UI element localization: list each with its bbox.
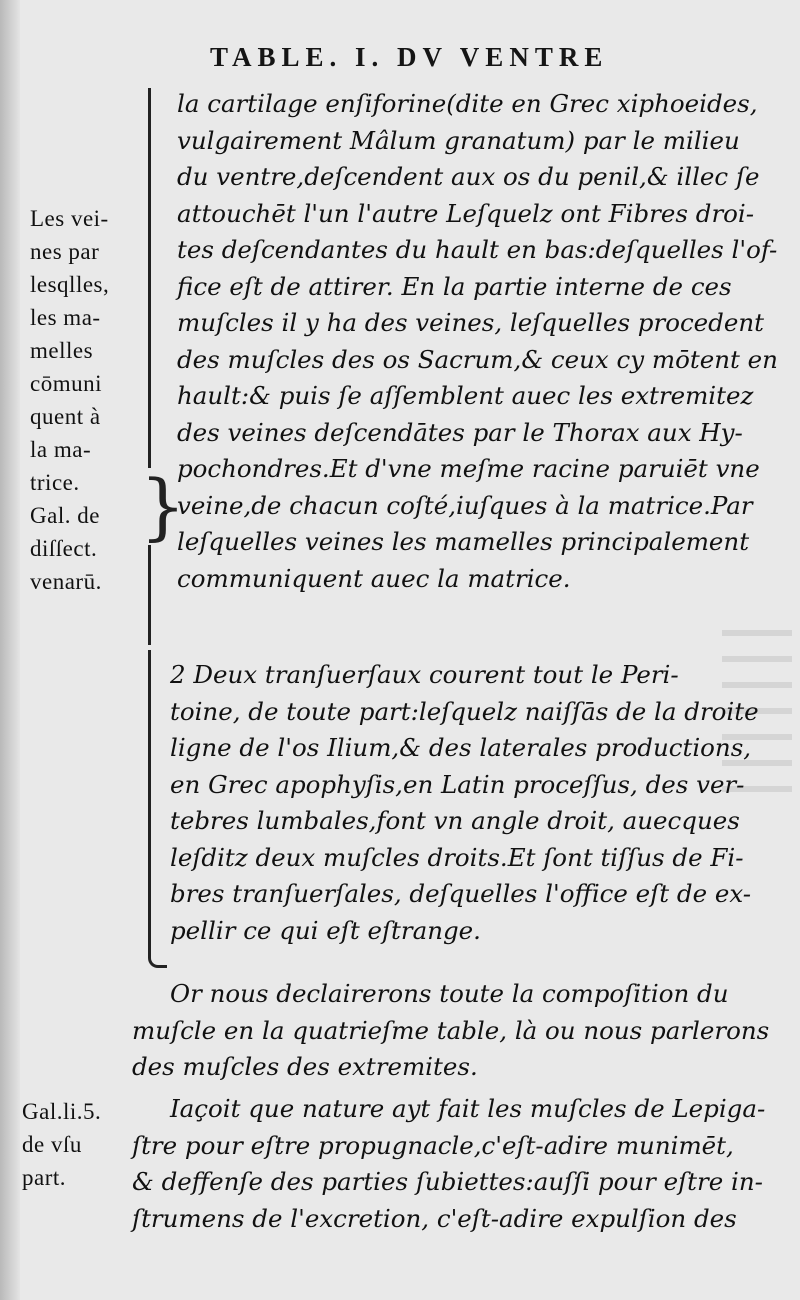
text-line: hault:& puis ſe aſſemblent auec les extremitez bbox=[177, 381, 754, 410]
margin-note-line: de vſu bbox=[22, 1132, 82, 1157]
margin-note-line: la ma- bbox=[30, 437, 92, 462]
text-line: tebres lumbales,font vn angle droit, auecques bbox=[170, 806, 740, 835]
text-line: & deffenſe des parties ſubiettes:auſſi pour eſtre in- bbox=[132, 1167, 763, 1196]
margin-note-line: venarū. bbox=[30, 569, 102, 594]
margin-note-line: quent à bbox=[30, 404, 101, 429]
margin-note-line: nes par bbox=[30, 239, 100, 264]
section-4-text bbox=[132, 1091, 772, 1237]
margin-note-line: melles bbox=[30, 338, 94, 363]
section-3-text bbox=[132, 976, 772, 1086]
margin-note-line: lesqlles, bbox=[30, 272, 110, 297]
text-line: 2 Deux tranſuerſaux courent tout le Peri- bbox=[170, 660, 679, 689]
text-line: vulgairement Mâlum granatum) par le milieu bbox=[177, 125, 740, 155]
text-line: muſcle en la quatrieſme table, là ou nous parlerons bbox=[132, 1015, 770, 1045]
text-line: Iaçoit que nature ayt fait les muſcles de Lepiga- bbox=[170, 1094, 766, 1123]
section-1-text bbox=[177, 86, 777, 597]
text-line: Or nous declairerons toute la compoſition du bbox=[170, 979, 729, 1008]
margin-note-galen bbox=[22, 1095, 101, 1194]
margin-note-line: Gal.li.5. bbox=[22, 1099, 102, 1124]
margin-bracket-lower bbox=[148, 545, 157, 645]
text-line: leſquelles veines les mamelles principalement bbox=[177, 527, 750, 556]
text-line: pochondres.Et d'vne meſme racine paruiēt vne bbox=[177, 454, 760, 483]
text-line: ſtre pour eſtre propugnacle,c'eſt-adire munimēt, bbox=[132, 1130, 734, 1160]
text-line: communiquent auec la matrice. bbox=[177, 563, 571, 593]
page-edge-shadow bbox=[0, 0, 20, 1300]
text-line: des muſcles des extremites. bbox=[132, 1052, 478, 1081]
text-line: muſcles il y ha des veines, leſquelles procedent bbox=[177, 308, 764, 337]
text-line: attouchēt l'un l'autre Leſquelz ont Fibres droi- bbox=[177, 198, 755, 228]
text-line: du ventre,deſcendent aux os du penil,& illec ſe bbox=[177, 162, 760, 191]
text-line: fice eſt de attirer. En la partie interne de ces bbox=[177, 271, 732, 301]
margin-bracket-tail bbox=[148, 925, 167, 968]
margin-note-line: Gal. de bbox=[30, 503, 100, 528]
margin-note-line: trice. bbox=[30, 470, 80, 495]
text-line: toine, de toute part:leſquelz naiſſās de la droite bbox=[170, 696, 759, 726]
margin-brace: } bbox=[140, 464, 186, 548]
text-line: leſditz deux muſcles droits.Et ſont tiſſus de Fi- bbox=[170, 842, 744, 872]
section-2-text bbox=[170, 657, 770, 949]
text-line: bres tranſuerſales, deſquelles l'office eſt de ex- bbox=[170, 879, 752, 908]
margin-note-line: diſſect. bbox=[30, 536, 98, 561]
text-line: veine,de chacun coſté,iuſques à la matrice.Par bbox=[177, 490, 753, 520]
text-line: des veines deſcendātes par le Thorax aux Hy- bbox=[177, 417, 743, 447]
margin-note-line: Les vei- bbox=[30, 206, 109, 231]
text-line: tes deſcendantes du hault en bas:deſquelles l'of- bbox=[177, 235, 778, 264]
running-header: TABLE. I. DV VENTRE bbox=[210, 42, 609, 72]
text-line: des muſcles des os Sacrum,& ceux cy mōtent en bbox=[177, 344, 778, 374]
margin-bracket-section2 bbox=[148, 650, 157, 930]
text-line: la cartilage enſiforine(dite en Grec xiphoeides, bbox=[177, 89, 758, 118]
margin-note-line: cōmuni bbox=[30, 371, 102, 396]
text-line: pellir ce qui eſt eſtrange. bbox=[170, 915, 481, 945]
text-line: ligne de l'os Ilium,& des laterales productions, bbox=[170, 733, 752, 762]
margin-note-veins bbox=[30, 202, 109, 598]
margin-note-line: les ma- bbox=[30, 305, 101, 330]
margin-note-line: part. bbox=[22, 1165, 67, 1190]
text-line: en Grec apophyſis,en Latin proceſſus, des ver- bbox=[170, 769, 745, 799]
margin-bracket-upper bbox=[148, 88, 157, 468]
text-line: ſtrumens de l'excretion, c'eſt-adire expulſion des bbox=[132, 1203, 737, 1233]
